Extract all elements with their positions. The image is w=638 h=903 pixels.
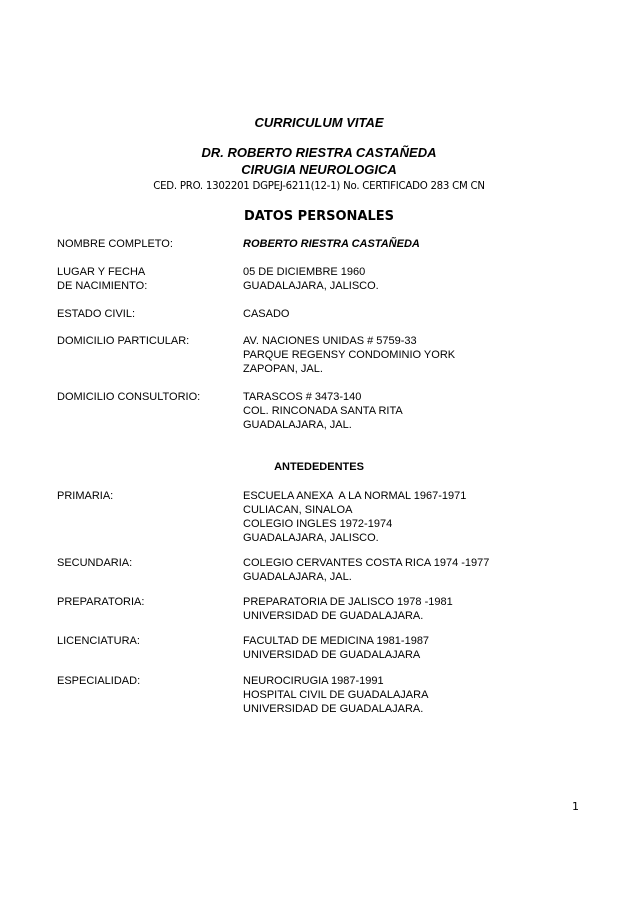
row-label: LICENCIATURA: xyxy=(57,635,140,647)
row-label: DOMICILIO CONSULTORIO: xyxy=(57,391,201,403)
section-heading-datos-personales: DATOS PERSONALES xyxy=(244,209,394,224)
row-value: 05 DE DICIEMBRE 1960 GUADALAJARA, JALISCO. xyxy=(243,266,379,292)
row-value: COLEGIO CERVANTES COSTA RICA 1974 -1977 GUADALAJARA, JAL. xyxy=(243,557,490,583)
document-title: CURRICULUM VITAE xyxy=(254,115,384,130)
section-heading-antecedentes: ANTEDEDENTES xyxy=(274,461,364,473)
row-value: CASADO xyxy=(243,308,290,320)
page-number: 1 xyxy=(572,800,579,813)
row-value: ESCUELA ANEXA A LA NORMAL 1967-1971 CULIACAN, SINALOA COLEGIO INGLES 1972-1974 GUADALAJARA, JALISCO. xyxy=(243,490,467,544)
row-value: FACULTAD DE MEDICINA 1981-1987 UNIVERSIDAD DE GUADALAJARA xyxy=(243,635,430,661)
row-label: DOMICILIO PARTICULAR: xyxy=(57,335,190,347)
doctor-name: DR. ROBERTO RIESTRA CASTAÑEDA xyxy=(201,145,437,160)
row-label: NOMBRE COMPLETO: xyxy=(57,238,173,250)
row-value: ROBERTO RIESTRA CASTAÑEDA xyxy=(243,238,420,250)
row-value: PREPARATORIA DE JALISCO 1978 -1981 UNIVERSIDAD DE GUADALAJARA. xyxy=(243,596,453,622)
credentials-line: CED. PRO. 1302201 DGPEJ-6211(12-1) No. CERTIFICADO 283 CM CN xyxy=(153,181,485,192)
row-value: NEUROCIRUGIA 1987-1991 HOSPITAL CIVIL DE GUADALAJARA UNIVERSIDAD DE GUADALAJARA. xyxy=(243,675,429,715)
row-label: PREPARATORIA: xyxy=(57,596,145,608)
row-label: SECUNDARIA: xyxy=(57,557,133,569)
row-value: AV. NACIONES UNIDAS # 5759-33 PARQUE REGENSY CONDOMINIO YORK ZAPOPAN, JAL. xyxy=(243,335,456,375)
row-label: ESTADO CIVIL: xyxy=(57,308,136,320)
row-label: PRIMARIA: xyxy=(57,490,114,502)
row-label: LUGAR Y FECHA DE NACIMIENTO: xyxy=(57,266,148,292)
doctor-specialty: CIRUGIA NEUROLOGICA xyxy=(241,162,397,177)
row-label: ESPECIALIDAD: xyxy=(57,675,141,687)
row-value: TARASCOS # 3473-140 COL. RINCONADA SANTA RITA GUADALAJARA, JAL. xyxy=(243,391,403,431)
